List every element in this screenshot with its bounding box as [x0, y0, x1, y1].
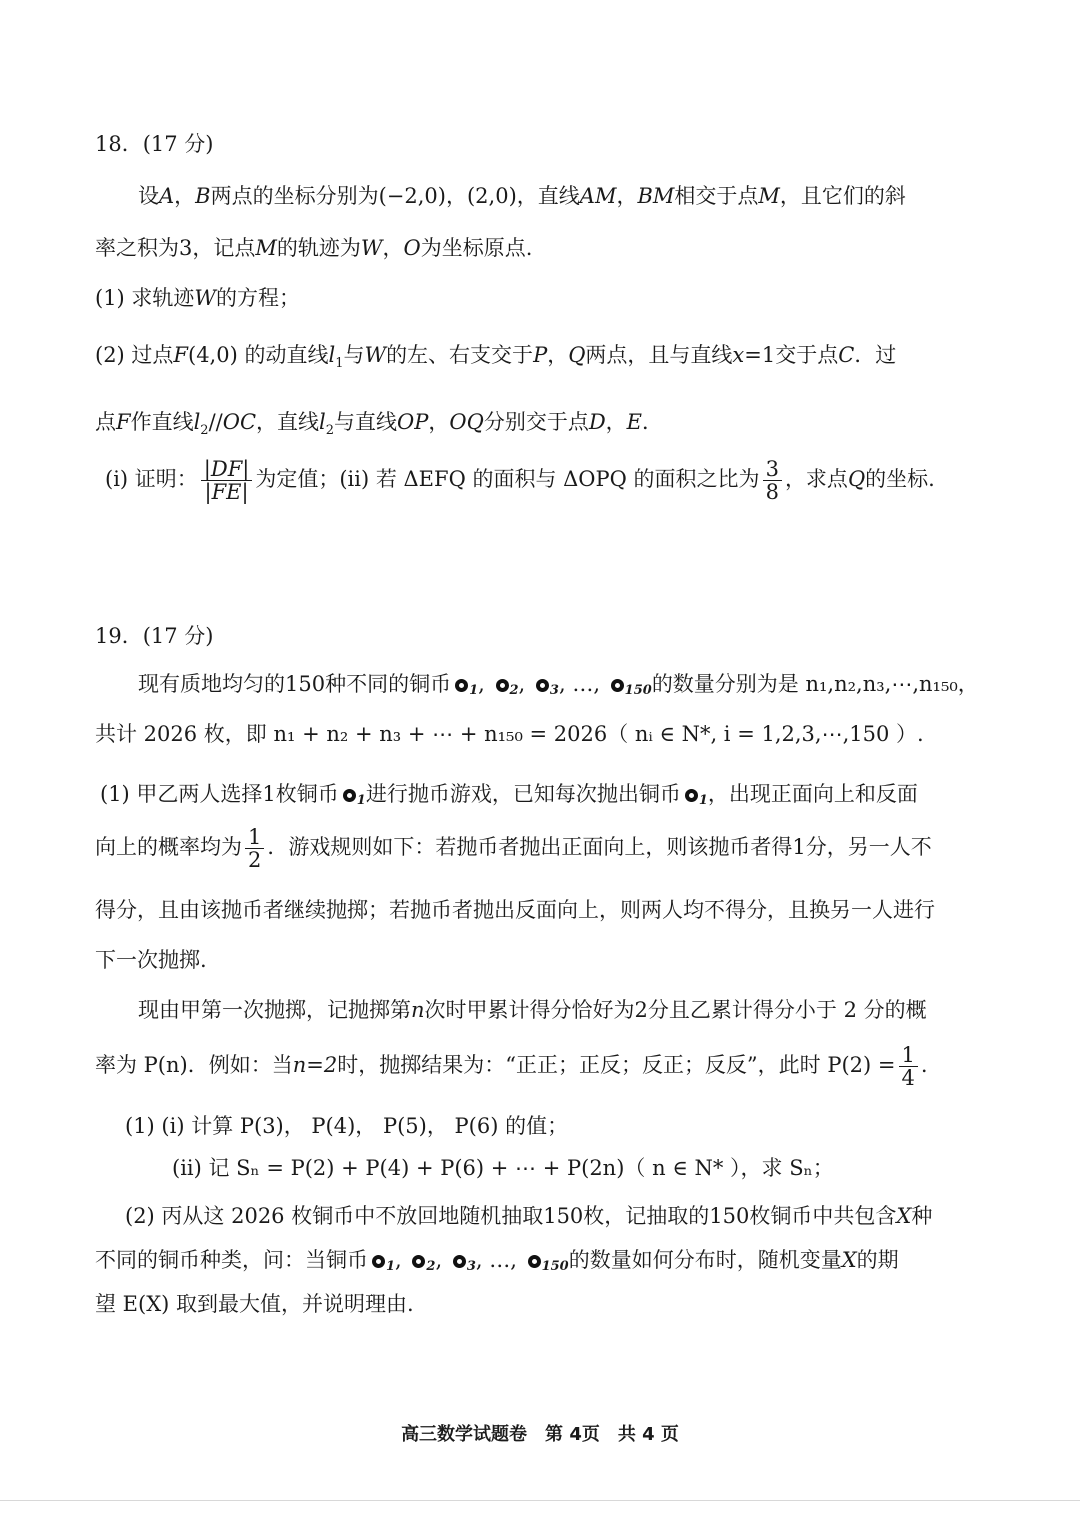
q19-number: 19．(17 分) [95, 624, 214, 648]
q18-sub-i-ii: (i) 证明： $\frac{|DF|}{|FE|}$ 为定值；(ii) 若 ΔEFQ 的面积与 ΔOPQ 的面积之比为 $\frac{3}{8}$ ，求点Q的坐标. [105, 457, 935, 505]
q19-part1-line3: 得分，且由该抛币者继续抛掷；若抛币者抛出反面向上，则两人均不得分，且换另一人进行 [95, 898, 935, 922]
coin-icon [453, 1255, 466, 1268]
page-bottom-edge [0, 1500, 1080, 1501]
q18-part2-line1: (2) 过点F(4,0) 的动直线$l_1$与W的左、右支交于P，Q两点，且与直线x=1交于点C．过 [95, 343, 897, 372]
q18-number: 18．(17 分) [95, 132, 214, 156]
coin-icon [455, 679, 468, 692]
quarter-fraction: $\frac{1}{4}$ [899, 1044, 918, 1089]
coin-icon [496, 679, 509, 692]
q18-part1: (1) 求轨迹W的方程； [95, 286, 301, 310]
half-fraction: $\frac{1}{2}$ [245, 826, 264, 871]
page-footer: 高三数学试题卷 第 4页 共 4 页 [401, 1424, 679, 1445]
q18-intro-line2: 率之积为3，记点M的轨迹为W，O为坐标原点. [95, 236, 533, 260]
q19-line1: 现有质地均匀的150种不同的铜币 1, 2, 3, …, 150的数量分别为是 n₁,n₂,n₃,⋯,n₁₅₀， [138, 672, 979, 698]
q19-part2-line1: (2) 丙从这 2026 枚铜币中不放回地随机抽取150枚，记抽取的150枚铜币中共包含X种 [125, 1204, 933, 1228]
coin-icon [528, 1255, 541, 1268]
q18-intro-line1: 设A，B两点的坐标分别为(−2,0)，(2,0)，直线AM，BM相交于点M，且它们的斜 [138, 184, 906, 208]
q19-line2: 共计 2026 枚，即 n₁ + n₂ + n₃ + ⋯ + n₁₅₀ = 2026（ nᵢ ∈ N*, i = 1,2,3,⋯,150 ）. [95, 722, 924, 746]
q19-part2-line2: 不同的铜币种类，问：当铜币 1, 2, 3, …, 150的数量如何分布时，随机变量X的期 [95, 1248, 899, 1274]
q19-part1-line6: 率为 P(n)．例如：当n=2时，抛掷结果为：“正正；正反；反正；反反”，此时 P(2) = $\frac{1}{4}$ . [95, 1043, 928, 1091]
q19-part1-line2: 向上的概率均为 $\frac{1}{2}$ ．游戏规则如下：若抛币者抛出正面向上，则该抛币者得1分，另一人不 [95, 825, 932, 873]
coin-icon [412, 1255, 425, 1268]
ratio-fraction: $\frac{3}{8}$ [763, 458, 782, 503]
coin-icon [372, 1255, 385, 1268]
coin-icon [611, 679, 624, 692]
q19-sub1-i: (1) (i) 计算 P(3)， P(4)， P(5)， P(6) 的值； [125, 1114, 569, 1138]
q19-part1-line1: (1) 甲乙两人选择1枚铜币 1进行抛币游戏，已知每次抛出铜币 1，出现正面向上和反面 [100, 782, 918, 808]
coin-icon [685, 789, 698, 802]
q19-part2-line3: 望 E(X) 取到最大值，并说明理由. [95, 1292, 414, 1316]
q19-part1-line4: 下一次抛掷. [95, 948, 207, 972]
coin-icon [536, 679, 549, 692]
q19-sub1-ii: (ii) 记 Sₙ = P(2) + P(4) + P(6) + ⋯ + P(2n)（ n ∈ N* ），求 Sₙ； [172, 1156, 834, 1180]
q18-part2-line2: 点F作直线$l_2//OC$，直线$l_2$与直线OP，OQ分别交于点D，E． [95, 410, 664, 439]
coin-icon [343, 789, 356, 802]
q19-part1-line5: 现由甲第一次抛掷，记抛掷第n次时甲累计得分恰好为2分且乙累计得分小于 2 分的概 [138, 998, 927, 1022]
df-fe-fraction: $\frac{|DF|}{|FE|}$ [201, 458, 253, 503]
